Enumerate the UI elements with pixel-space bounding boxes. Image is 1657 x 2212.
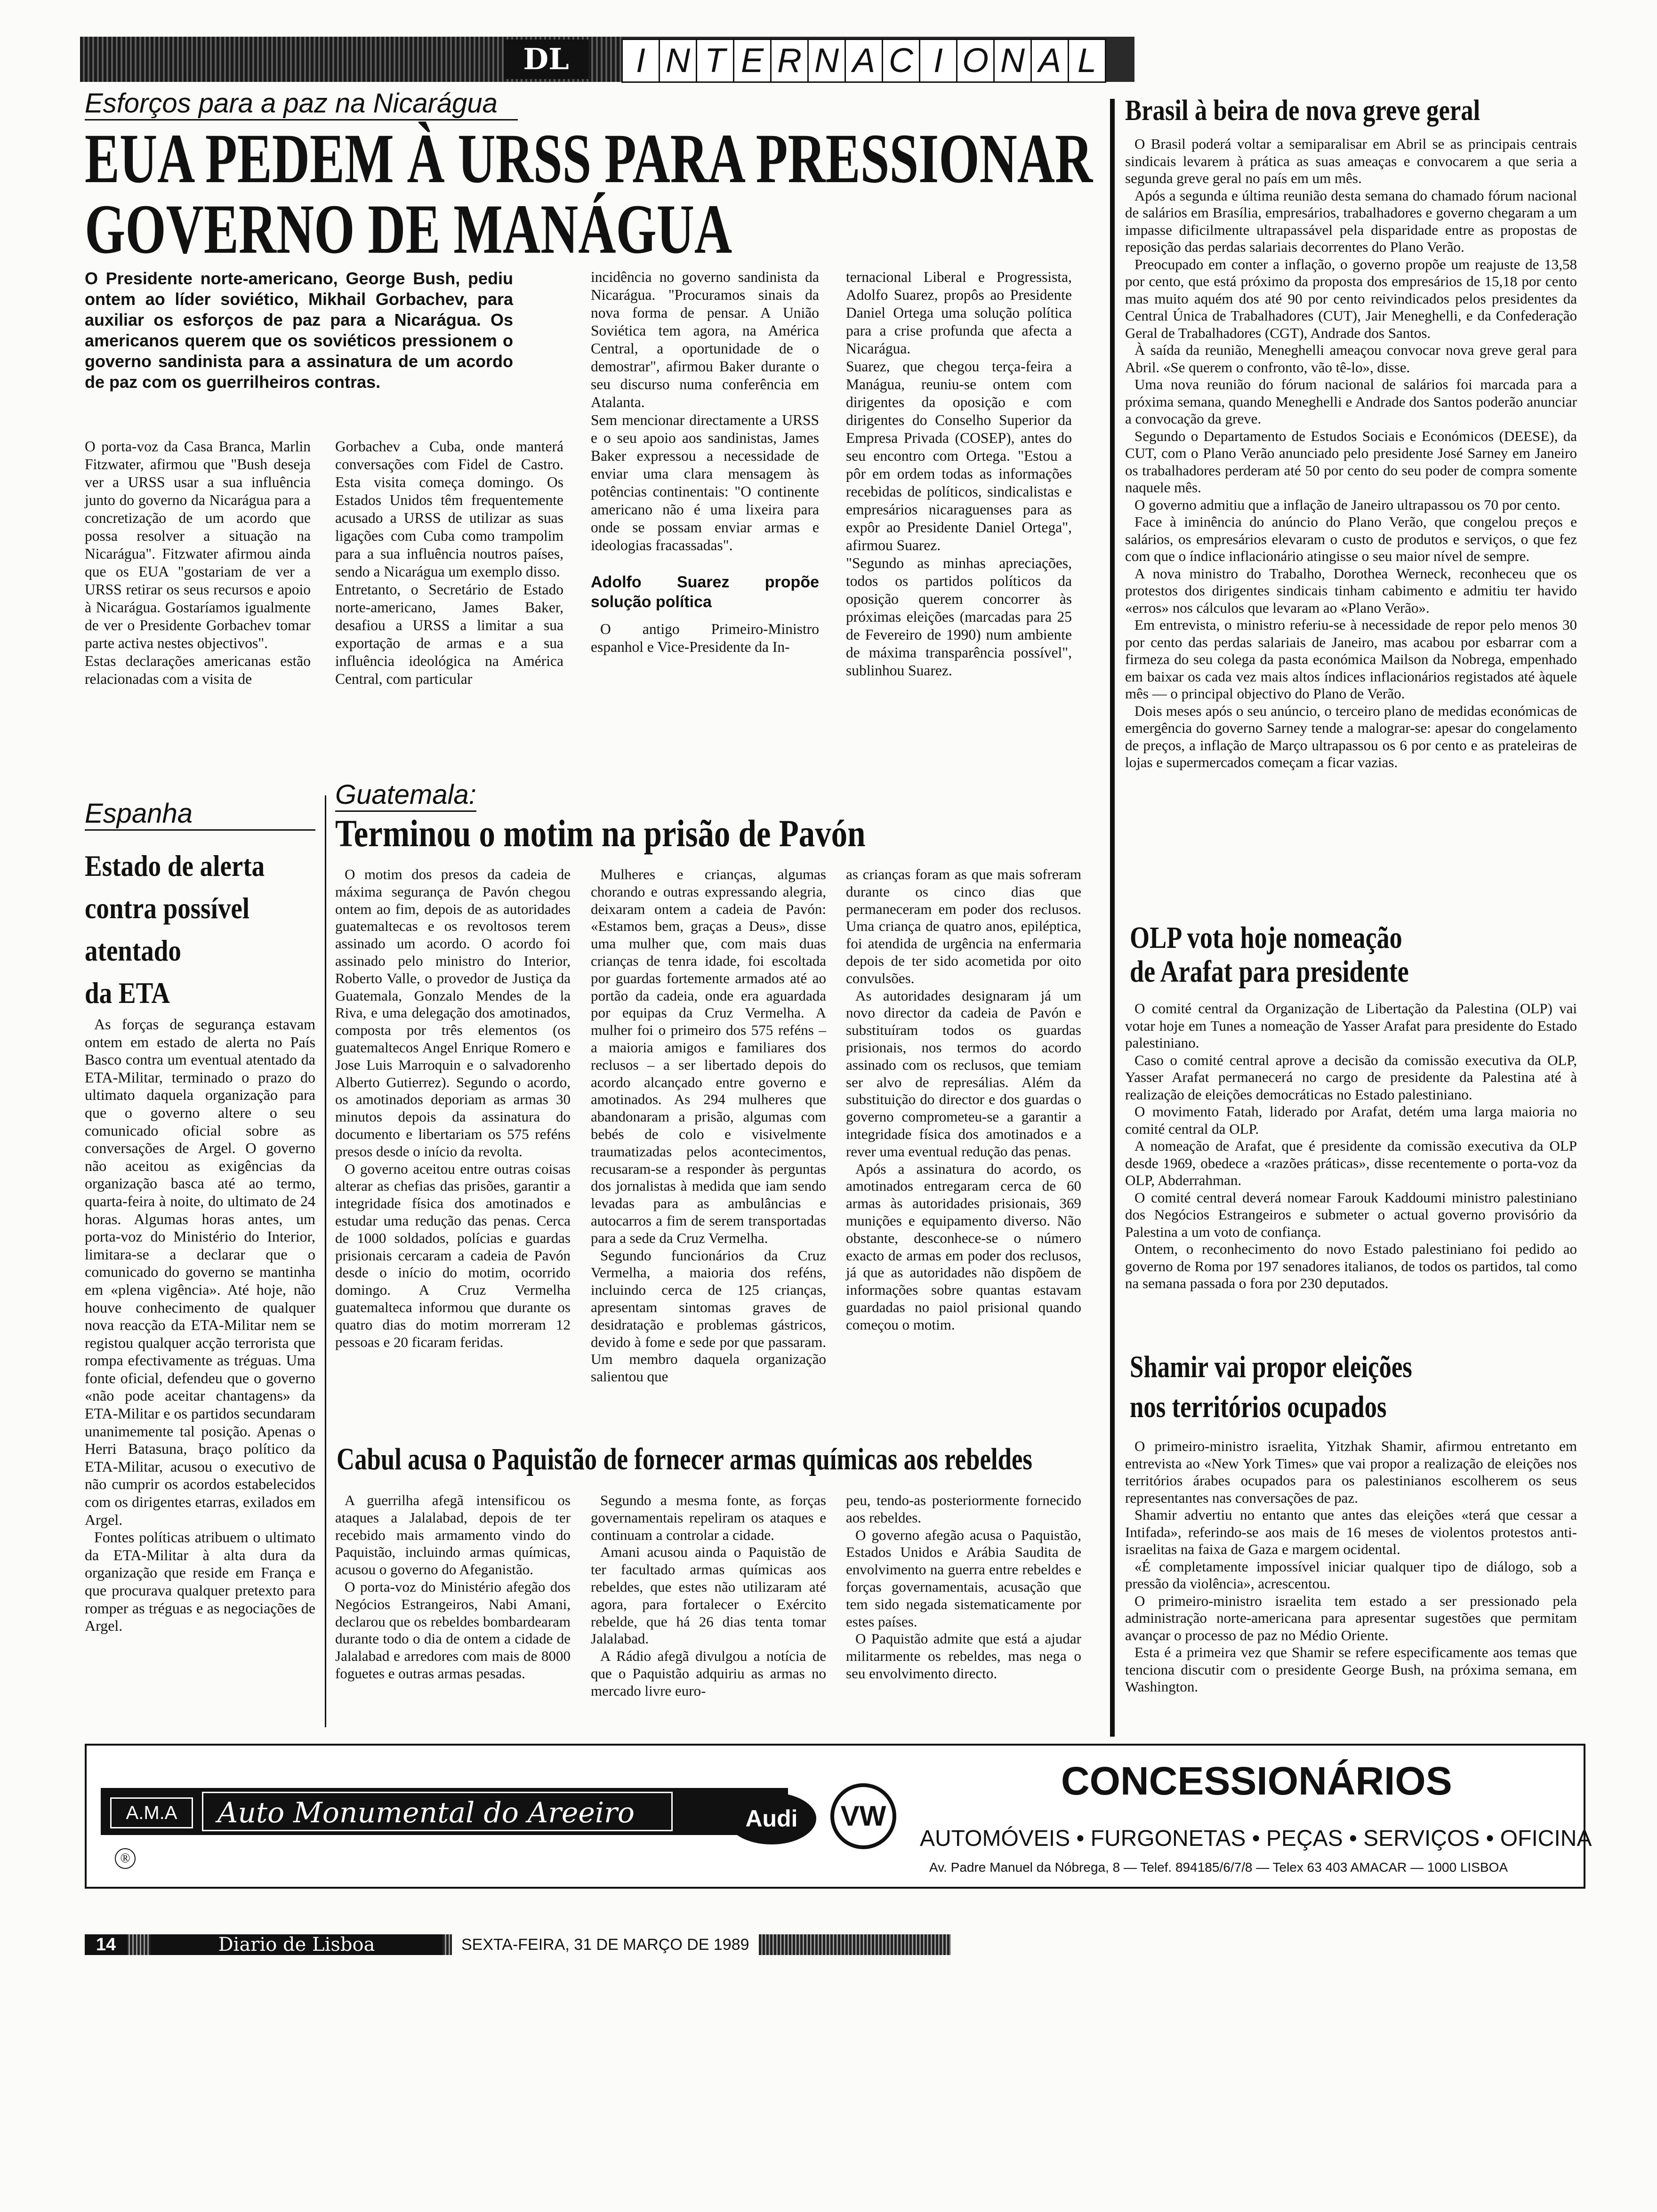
ama-logo: A.M.A [110,1797,193,1828]
section-letter: N [995,40,1032,81]
paragraph: Sem mencionar directamente a URSS e o seu apoio aos sandinistas, James Baker expressou a necessidade de enviar uma clara mensagem às potências continentais: "O continente americano não é uma lixeira para onde se possam enviar armas e ideologias fracassadas". [591,412,819,553]
section-letter: T [697,40,734,81]
espanha-headline-line: contra possível [85,891,250,925]
section-letter: I [623,40,660,81]
paragraph: O motim dos presos da cadeia de máxima segurança de Pavón chegou ontem ao fim, depois de as autoridades guatemaltecas e os revoltosos terem assinado um acordo. O acordo foi assinado pelo ministro do Interior, Roberto Valle, o provedor de Justiça da Guatemala, Gonzalo Mendes de la Riva, e uma delegação dos amotinados, composta por três elementos (os guatemaltecos Angel Enrique Romero e Jose Luis Marroquin e o salvadorenho Alberto Gutierrez). Segundo o acordo, os amotinados deporiam as armas 30 minutos depois da assinatura do documento e libertariam os 575 reféns presos desde o início da revolta. [335,866,571,1160]
section-banner [80,37,1134,82]
paragraph: A nomeação de Arafat, que é presidente da comissão executiva da OLP desde 1969, obedece a «razões práticas», disse recentemente o porta-voz da OLP, Abderrahman. [1125,1138,1577,1188]
espanha-headline-line: Estado de alerta [85,849,265,882]
paragraph: A Rádio afegã divulgou a notícia de que o Paquistão adquiriu as armas no mercado livre euro- [591,1648,826,1699]
main-kicker: Esforços para a paz na Nicarágua [85,88,518,120]
newspaper-logo: DL [504,40,588,79]
paragraph: as crianças foram as que mais sofreram durante os cinco dias que permaneceram em poder dos reclusos. Uma criança de quatro anos, epiléptica, foi atendida de urgência na enfermaria depois de ter sido acometida por oito convulsões. [846,866,1081,986]
newspaper-name: Diario de Lisboa [151,1934,442,1955]
paragraph: «É completamente impossível iniciar qualquer tipo de diálogo, sob a pressão da violência», acrescentou. [1125,1558,1577,1592]
guatemala-col-3 [846,866,1081,1334]
section-letter: E [734,40,772,81]
paragraph: O primeiro-ministro israelita tem estado a ser pressionado pela administração norte-americana para apresentar sugestões que permitam avançar o processo de paz no Médio Oriente. [1125,1592,1577,1643]
paragraph: Segundo o Departamento de Estudos Sociais e Económicos (DEESE), da CUT, com o Plano Verão anunciado pelo presidente José Sarney em Janeiro os trabalhadores perderam até 50 por cento do seu poder de compra somente naquele mês. [1125,427,1577,496]
paragraph: Após a assinatura do acordo, os amotinados entregaram cerca de 60 armas às autoridades prisionais, 369 munições e equipamento diverso. Não obstante, desconhece-se o número exacto de armas em poder dos reclusos, já que as autoridades não dispõem de informações sobre quantas estavam guardadas no paiol prisional quando começou o motim. [846,1160,1081,1333]
cabul-col-2 [591,1492,826,1700]
main-lead: O Presidente norte-americano, George Bush, pediu ontem ao líder soviético, Mikhail Gorbachev, para auxiliar os esforços de paz para a Nicarágua. Os americanos querem que os soviéticos pressionem o governo sandinista para a assinatura de um acordo de paz com os guerrilheiros contras. [85,269,513,392]
paragraph: O Paquistão admite que está a ajudar militarmente os rebeldes, mas nega o seu envolvimento directo. [846,1630,1081,1682]
guatemala-kicker: Guatemala: [335,779,476,812]
section-letter: L [1077,42,1097,80]
paragraph: O comité central da Organização de Libertação da Palestina (OLP) vai votar hoje em Tunes a nomeação de Yasser Arafat para presidente do Estado palestiniano. [1125,1000,1577,1051]
espanha-kicker: Espanha [85,798,315,831]
paragraph: Uma nova reunião do fórum nacional de salários foi marcada para a próxima semana, quando Meneghelli e Andrade dos Santos poderão anunciar a convocação da greve. [1125,376,1577,427]
section-letter: A [846,40,883,81]
paragraph: Segundo a mesma fonte, as forças governamentais repeliram os ataques e continuam a controlar a cidade. [591,1492,826,1543]
main-col-1 [85,438,311,688]
column-rule [325,795,326,1727]
paragraph: incidência no governo sandinista da Nicarágua. "Procuramos sinais da nova forma de pensar. A União Soviética tem agora, na América Central, a oportunidade de o demostrar", afirmou Baker durante o seu discurso numa conferência em Atalanta. [591,269,819,410]
cabul-col-1 [335,1492,571,1683]
main-col-2 [335,438,563,688]
main-col-3 [591,268,819,656]
guatemala-col-1 [335,866,571,1351]
paragraph: Gorbachev a Cuba, onde manterá conversações com Fidel de Castro. Esta visita começa domingo. Os Estados Unidos têm frequentemente acusado a URSS de utilizar as suas ligações com Cuba como trampolim para a sua influência noutros países, sendo a Nicarágua um exemplo disso. [335,438,563,580]
ad-title: CONCESSIONÁRIOS [1061,1759,1452,1803]
paragraph: A guerrilha afegã intensificou os ataques a Jalalabad, depois de ter recebido mais armamento vindo do Paquistão, incluindo armas químicas, acusou o governo do Afeganistão. [335,1492,571,1578]
paragraph: Estas declarações americanas estão relacionadas com a visita de [85,653,311,687]
section-letter: R [772,40,809,81]
espanha-headline-line: atentado [85,934,181,967]
paragraph: Ontem, o reconhecimento do novo Estado palestiniano foi pedido ao governo de Roma por 197 senadores italianos, de todos os partidos, tal como na semana passada o fora por 230 deputados. [1125,1241,1577,1291]
paragraph: O primeiro-ministro israelita, Yitzhak Shamir, afirmou entretanto em entrevista ao «New York Times» que vai propor a realização de eleições nos territórios árabes ocupados para os palestinianos escolherem os seus representantes nas conversações de paz. [1125,1438,1577,1506]
paragraph: Após a segunda e última reunião desta semana do chamado fórum nacional de salários em Brasília, empresários, trabalhadores e governo chegaram a um impasse dificilmente ultrapassável pela disparidade entre as propostas de reposição das perdas salariais decorrentes do Plano Verão. [1125,187,1577,255]
section-letter: N [660,40,697,81]
paragraph: Face à iminência do anúncio do Plano Verão, que congelou preços e salários, os empresários elevaram o custo de produtos e serviços, o que fez com que o índice inflacionário atingisse o seu maior nível de sempre. [1125,513,1577,564]
issue-date: SEXTA-FEIRA, 31 DE MARÇO DE 1989 [452,1934,759,1955]
dealer-name: Auto Monumental do Areeiro [202,1792,673,1831]
page-footer [85,1934,1549,1955]
paragraph: ternacional Liberal e Progressista, Adolfo Suarez, propôs ao Presidente Daniel Ortega uma solução política para a crise profunda que afecta a Nicarágua. [846,269,1072,357]
section-letter: I [920,40,957,81]
brasil-headline: Brasil à beira de nova greve geral [1125,95,1480,127]
main-col-4 [846,268,1072,680]
vw-logo: VW [830,1783,896,1849]
subhead: Adolfo Suarez propõe solução política [591,573,819,611]
paragraph: O comité central deverá nomear Farouk Kaddoumi ministro palestiniano dos Negócios Estrangeiros e submeter o actual governo provisório da Palestina a um voto de confiança. [1125,1189,1577,1240]
brasil-body [1125,136,1577,771]
paragraph: O governo admitiu que a inflação de Janeiro ultrapassou os 70 por cento. [1134,496,1560,513]
paragraph: Shamir advertiu no entanto que antes das eleições «terá que cessar a Intifada», referindo-se aos mais de 16 meses de violentos protestos anti-israelitas na faixa de Gaza e margem ocidental. [1125,1507,1577,1557]
paragraph: O antigo Primeiro-Ministro espanhol e Vice-Presidente da In- [591,621,819,655]
page-number: 14 [85,1934,127,1955]
paragraph: O Brasil poderá voltar a semiparalisar em Abril se as principais centrais sindicais levarem à prática as suas ameaças e convocarem a que seria a segunda greve geral no país em um mês. [1125,136,1577,186]
olp-body [1125,1000,1577,1292]
section-letter: O [957,40,995,81]
registered-mark: ® [115,1848,136,1869]
paragraph: Caso o comité central aprove a decisão da comissão executiva da OLP, Yasser Arafat permanecerá no cargo de presidente da Palestina até à realização de eleições democráticas no Estado palestiniano. [1125,1051,1577,1103]
paragraph: Mulheres e crianças, algumas chorando e outras expressando alegria, deixaram ontem a cadeia de Pavón: «Estamos bem, graças a Deus», disse uma mulher que, com mais duas crianças de tenra idade, foi escoltada por guardas fortemente armados até ao portão da cadeia, onde era aguardada por equipas da Cruz Vermelha. A mulher foi o primeiro dos 575 reféns – a maioria amigos e familiares dos reclusos – a ser libertado depois do acordo alcançado entre governo e amotinados. As 294 mulheres que abandonaram a prisão, algumas com bebés de colo e visivelmente traumatizadas pelos acontecimentos, recusaram-se a responder às perguntas dos jornalistas à medida que iam sendo levadas para as ambulâncias e autocarros a fim de serem transportadas para a sede da Cruz Vermelha. [591,866,826,1246]
guatemala-headline: Terminou o motim na prisão de Pavón [335,812,866,855]
section-letter: N [809,40,846,81]
ad-dealer-bar [101,1788,788,1835]
espanha-headline-line: da ETA [85,976,170,1010]
main-headline-2: GOVERNO DE MANÁGUA [85,190,732,268]
paragraph: Entretanto, o Secretário de Estado norte-americano, James Baker, desafiou a URSS a limitar a sua exportação de armas e a sua influência ideológica na América Central, com particular [335,581,563,687]
ad-address: Av. Padre Manuel da Nóbrega, 8 — Telef. 894185/6/7/8 — Telex 63 403 AMACAR — 1000 LISBOA [929,1860,1508,1875]
paragraph: A nova ministro do Trabalho, Dorothea Werneck, reconheceu que os protestos dos dirigentes sindicais tinham cabimento e admitiu ter havido «erros» nos cálculos que levaram ao «Plano Verão». [1125,565,1577,616]
audi-logo: Audi [727,1793,816,1844]
section-letter: C [883,40,920,81]
paragraph: Em entrevista, o ministro referiu-se à necessidade de repor pelo menos 30 por cento das perdas salariais de Janeiro, mas acabou por esbarrar com a firmeza do seu colega da pasta económica Mailson da Nobrega, empenhado em baixar os cada vez mais altos índices inflacionários registados até àquele mês — o principal objectivo do Plano de Verão. [1125,617,1577,702]
paragraph: Amani acusou ainda o Paquistão de ter facultado armas químicas aos rebeldes, que estes não utilizaram até agora, para fortalecer o Exército rebelde, que há 26 dias tenta tomar Jalalabad. [591,1544,826,1647]
paragraph: Segundo funcionários da Cruz Vermelha, a maioria dos reféns, incluindo cerca de 125 crianças, apresentam sintomas graves de desidratação e problemas gástricos, devido à fome e sede por que passaram. Um membro daquela organização salientou que [591,1247,826,1385]
section-title [621,39,1106,83]
shamir-headline-2: nos territórios ocupados [1130,1390,1387,1424]
paragraph: O governo aceitou entre outras coisas alterar as chefias das prisões, garantir a integridade física dos amotinados e estudar uma redução das penas. Cerca de 1000 soldados, polícias e guardas prisionais cercaram a cadeia de Pavón desde o início do motim, ocorrido domingo. A Cruz Vermelha guatemalteca informou que durante os quatro dias do motim morreram 12 pessoas e 20 ficaram feridas. [335,1160,571,1350]
ad-services: AUTOMÓVEIS • FURGONETAS • PEÇAS • SERVIÇOS • OFICINA [920,1826,1592,1851]
paragraph: "Segundo as minhas apreciações, todos os partidos políticos da oposição querem concorrer às próximas eleições (marcadas para 25 de Fevereiro de 1990) num ambiente de máxima transparência possível", sublinhou Suarez. [846,555,1072,679]
section-letter: A [1032,40,1069,81]
paragraph: As forças de segurança estavam ontem em estado de alerta no País Basco contra um eventual atentado da ETA-Militar, terminado o prazo do ultimato daquela organização para que o governo altere o seu comunicado oficial sobre as conversações de Argel. O governo não aceitou as exigências da organização basca até ao termo, quarta-feira à noite, do ultimato de 24 horas. Algumas horas antes, um porta-voz do Ministério do Interior, limitara-se a declarar que o comunicado do governo se mantinha em «plena vigência». Até hoje, não houve conhecimento de qualquer nova reacção da ETA-Militar nem se registou qualquer acção terrorista que rompa efectivamente as tréguas. Uma fonte oficial, defendeu que o governo «não pode aceitar chantagens» da ETA-Militar e os partidos secundaram unanimemente tal posição. Apenas o Herri Batasuna, braço político da ETA-Militar, acusou o executivo de não cumprir os acordos estabelecidos com os dirigentes etarras, exilados em Argel. [85,1016,315,1528]
paragraph: O porta-voz da Casa Branca, Marlin Fitzwater, afirmou que "Bush deseja ver a URSS usar a sua influência junto do governo da Nicarágua para a concretização de um acordo que possa resolver a situação na Nicarágua". Fitzwater afirmou ainda que os EUA "gostariam de ver a URSS retirar os seus recursos e apoio à Nicarágua. Gostaríamos igualmente de ver o Presidente Gorbachev tomar parte activa nestes objectivos". [85,438,311,651]
paragraph: Preocupado em conter a inflação, o governo propõe um reajuste de 13,58 por cento, que está próximo da proposta dos empresários de 15,18 por cento mas muito aquém dos até 90 por cento reivindicados pelos presidentes da Central Única de Trabalhadores (CUT), Jair Meneghelli, e da Confederação Geral de Trabalhadores (CGT), Andrade dos Santos. [1125,256,1577,341]
paragraph: peu, tendo-as posteriormente fornecido aos rebeldes. [846,1492,1081,1526]
espanha-headline [85,845,315,1014]
paragraph: O governo afegão acusa o Paquistão, Estados Unidos e Arábia Saudita de envolvimento na guerra entre rebeldes e forças governamentais, acusação que tem sido negada sistematicamente por estes países. [846,1526,1081,1630]
cabul-headline: Cabul acusa o Paquistão de fornecer armas químicas aos rebeldes [337,1442,1032,1476]
paragraph: O movimento Fatah, liderado por Arafat, detém uma larga maioria no comité central da OLP. [1125,1103,1577,1137]
paragraph: O porta-voz do Ministério afegão dos Negócios Estrangeiros, Nabi Amani, declarou que os rebeldes bombardearam durante todo o dia de ontem a cidade de Jalalabad e arredores com mais de 8000 foguetes e outras armas pesadas. [335,1578,571,1682]
column-rule [1110,99,1115,1737]
shamir-headline-1: Shamir vai propor eleições [1130,1350,1412,1384]
paragraph: Dois meses após o seu anúncio, o terceiro plano de medidas económicas de emergência do governo Sarney tende a malograr-se: apesar do congelamento de preços, a inflação de Março ultrapassou os 6 por cento e as prateleiras de lojas e supermercados começam a ficar vazias. [1125,702,1577,770]
olp-headline-1: OLP vota hoje nomeação [1130,921,1402,955]
paragraph: Suarez, que chegou terça-feira a Manágua, reuniu-se ontem com dirigentes da oposição e com dirigentes do Conselho Superior da Empresa Privada (COSEP), antes do seu encontro com Ortega. "Estou a pôr em ordem todas as informações recebidas de políticos, sindicalistas e empresários nicaraguenses para as expôr ao Presidente Daniel Ortega", afirmou Suarez. [846,358,1072,553]
paragraph: À saída da reunião, Meneghelli ameaçou convocar nova greve geral para Abril. «Se querem o confronto, vão tê-lo», disse. [1125,342,1577,376]
guatemala-col-2 [591,866,826,1386]
paragraph: Fontes políticas atribuem o ultimato da ETA-Militar à alta dura da organização que reside em França e que procurava qualquer pretexto para romper as tréguas e as negociações de Argel. [85,1529,315,1635]
advertisement [85,1744,1592,1889]
cabul-col-3 [846,1492,1081,1683]
shamir-body [1125,1438,1577,1696]
paragraph: Esta é a primeira vez que Shamir se refere especificamente aos temas que tenciona discutir com o presidente George Bush, na próxima semana, em Washington. [1125,1644,1577,1695]
paragraph: As autoridades designaram já um novo director da cadeia de Pavón e substituíram todos os guardas prisionais, nos termos do acordo assinado com os reclusos, que temiam ser alvo de represálias. Além da substituição do director e dos guardas o governo comprometeu-se a garantir a integridade física dos amotinados e a rever uma eventual redução das penas. [846,987,1081,1160]
espanha-body [85,1016,315,1635]
main-headline-1: EUA PEDEM À URSS PARA PRESSIONAR [85,120,1093,198]
olp-headline-2: de Arafat para presidente [1130,954,1409,989]
